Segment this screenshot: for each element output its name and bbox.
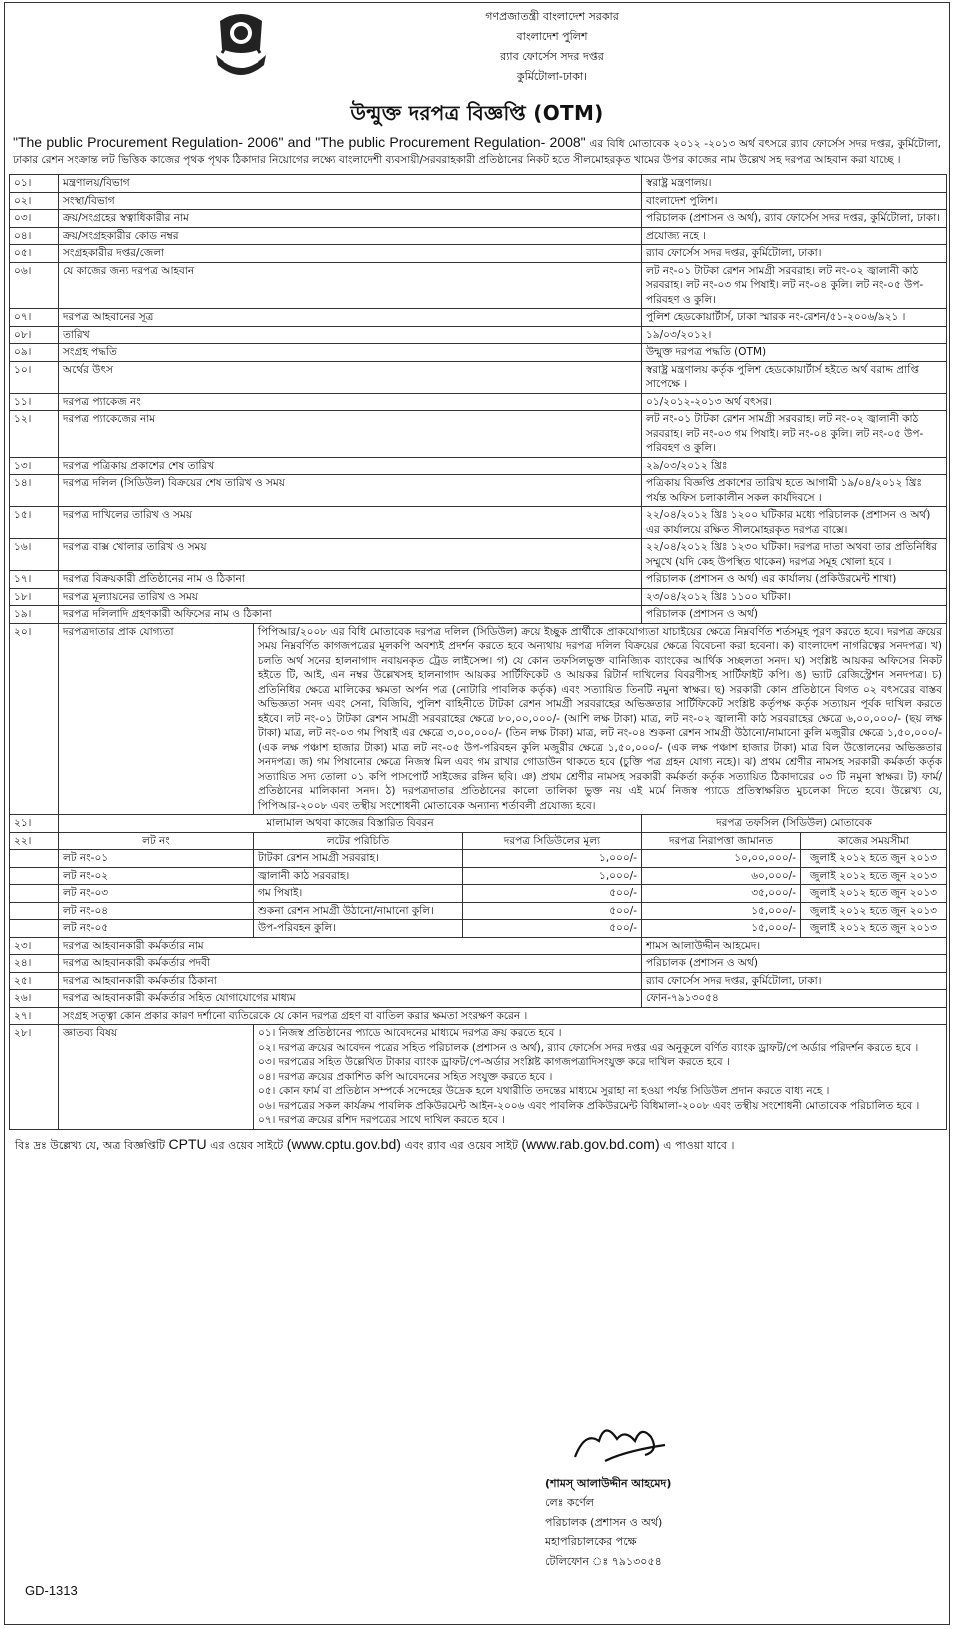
row-label: দরপত্র মূল্যায়নের তারিখ ও সময় — [59, 588, 642, 606]
security-deposit: ১০,০০,০০০/- — [642, 850, 801, 868]
row-value: পুলিশ হেডকোয়ার্টার্স, ঢাকা স্মারক নং-রেশন/৫১-২০০৬/৯২১ । — [642, 309, 947, 327]
note-prefix: বিঃ দ্রঃ উল্লেখ্য যে, অত্র বিজ্ঞপ্তিটি — [15, 1138, 169, 1152]
row-value: ২৩/০৪/২০১২ খ্রিঃ ১১০০ ঘটিকা। — [642, 588, 947, 606]
row-number: ২৪। — [10, 955, 59, 973]
row-label: দরপত্র আহবানকারী কর্মকর্তার সহিত যোগাযোগের মাধ্যম — [59, 990, 642, 1008]
row-number: ১৮। — [10, 588, 59, 606]
row-value: সংগ্রহ সত্ত্বা কোন প্রকার কারণ দর্শানো ব্যতিরেকে যে কোন দরপত্র গ্রহণ বা বাতিল করার ক্ষমতা সংরক্ষণ করেন । — [59, 1007, 947, 1025]
header — [5, 3, 949, 95]
row-label: সংগ্রহ পদ্ধতি — [59, 344, 642, 362]
note-item: ০৩। দরপত্রের সহিত উল্লেখিত টাকার ব্যাংক ড্রাফট/পে-অর্ডার সংশ্লিষ্ট কাগজপত্রাদিসংযুক্ত করে দাখিল করতে হবে । — [258, 1056, 730, 1068]
note-mid2: এবং র‌্যাব এর ওয়েব সাইট — [400, 1138, 522, 1152]
lot-description: উপ-পরিবহন কুলি। — [254, 920, 463, 938]
table-row — [10, 920, 947, 938]
table-row — [10, 571, 947, 589]
row-label: দরপত্র আহবানকারী কর্মকর্তার ঠিকানা — [59, 972, 642, 990]
row-number: ০৭। — [10, 309, 59, 327]
table-row — [10, 815, 947, 833]
work-period: জুলাই ২০১২ হতে জুন ২০১৩ — [801, 920, 947, 938]
table-row — [10, 623, 947, 815]
work-period: জুলাই ২০১২ হতে জুন ২০১৩ — [801, 885, 947, 903]
row-number-blank — [10, 850, 59, 868]
intro-paragraph — [5, 132, 949, 168]
table-row — [10, 850, 947, 868]
row-value: ফোন-৭৯১৩০৫৪ — [642, 990, 947, 1008]
note-item: ০১। নিজস্ব প্রতিষ্ঠানের প্যাডে আবেদনের মাধ্যমে দরপত্র ক্রয় করতে হবে । — [258, 1027, 562, 1039]
row-label: দরপত্র বিক্রয়কারী প্রতিষ্ঠানের নাম ও ঠিকানা — [59, 571, 642, 589]
signatory-rank: লেঃ কর্ণেল — [545, 1496, 594, 1509]
lot-number: লট নং-০১ — [59, 850, 254, 868]
row-label: ক্রয়/সংগ্রহের স্বত্বাধিকারীর নাম — [59, 210, 642, 228]
intro-text: এর বিধি মোতাবেক ২০১২ -২০১৩ অর্থ বৎসরে র‌্যাব ফোর্সেস সদর দপ্তর, কুর্মিটোলা, ঢাকার রেশন সংক্রান্ত লট ভিত্তিক কাজের পৃথক পৃথক ঠিকাদার নিয়োগের লক্ষ্যে বাংলাদেশী ব্যবসায়ী/সরবরাহকারী প্রতিষ্ঠানের নিকট হতে সীলমোহরকৃত খামের উপর কাজের নাম উল্লেখ সহ দরপত্র আহবান করা যাচ্ছে । — [13, 138, 941, 166]
lot-number: লট নং-০২ — [59, 867, 254, 885]
signatory-phone: টেলিফোন ঃ ৭৯১৩০৫৪ — [545, 1554, 662, 1568]
row-value: র‌্যাব ফোর্সেস সদর দপ্তর, কুর্মিটোলা, ঢাকা। — [642, 972, 947, 990]
table-row — [10, 393, 947, 411]
signatory-post: পরিচালক (প্রশাসন ও অর্থ) — [545, 1515, 663, 1529]
schedule-price: ১,০০০/- — [463, 850, 642, 868]
row-value: ২২/০৪/২০১২ খ্রিঃ ১২০০ ঘটিকার মধ্যে পরিচালক (প্রশাসন ও অর্থ) এর কার্যালয়ে রক্ষিত সীলমোহরকৃত দরপত্র বাক্সে। — [642, 507, 947, 539]
row-label: দরপত্র প্যাকেজের নাম — [59, 411, 642, 458]
row-label: সংগ্রহকারীর দপ্তর/জেলা — [59, 245, 642, 263]
lot-description: শুকনা রেশন সামগ্রী উঠানো/নামানো কুলি। — [254, 902, 463, 920]
row-value: পরিচালক (প্রশাসন ও অর্থ), র‌্যাব ফোর্সেস সদর দপ্তর, কুর্মিটোলা, ঢাকা। — [642, 210, 947, 228]
row-number: ২৬। — [10, 990, 59, 1008]
row-value: ০১/২০১২-২০১৩ অর্থ বৎসর। — [642, 393, 947, 411]
row-label: মালামাল অথবা কাজের বিস্তারিত বিবরন — [59, 815, 642, 833]
lot-header: লটের পরিচিতি — [254, 832, 463, 850]
security-deposit: ৩৫,০০০/- — [642, 885, 801, 903]
row-value: র‌্যাব ফোর্সেস সদর দপ্তর, কুর্মিটোলা, ঢাকা। — [642, 245, 947, 263]
row-value: পরিচালক (প্রশাসন ও অর্থ) এর কার্যালয় (প্রকিউরমেন্ট শাখা) — [642, 571, 947, 589]
tender-notice-page — [4, 2, 950, 1625]
table-row — [10, 192, 947, 210]
lot-number: লট নং-০৫ — [59, 920, 254, 938]
security-deposit: ১৫,০০০/- — [642, 920, 801, 938]
details-table — [9, 174, 947, 1130]
gd-number: GD-1313 — [25, 1583, 78, 1598]
header-govt: গণপ্রজাতন্ত্রী বাংলাদেশ সরকার — [485, 10, 619, 23]
row-number: ১৩। — [10, 457, 59, 475]
lot-header: দরপত্র নিরাপত্তা জামানত — [642, 832, 801, 850]
row-label: দরপত্র পত্রিকায় প্রকাশের শেষ তারিখ — [59, 457, 642, 475]
table-row — [10, 210, 947, 228]
row-number-blank — [10, 920, 59, 938]
note-item: ০৫। কোন ফার্ম বা প্রতিষ্ঠান সম্পর্কে সন্দেহের উদ্রেক হলে যথারীতি তদন্তের মাধ্যমে সুরাহা না হওয়া পর্যন্ত সিডিউল প্রদান করতে বাধ্য নহে । — [258, 1085, 830, 1097]
table-row — [10, 972, 947, 990]
row-number: ২৭। — [10, 1007, 59, 1025]
row-label: সংস্থা/বিভাগ — [59, 192, 642, 210]
table-row — [10, 902, 947, 920]
note-suffix: এ পাওয়া যাবে । — [659, 1138, 735, 1152]
lot-header: লট নং — [59, 832, 254, 850]
note-item: ০২। দরপত্র ক্রয়ের আবেদন পত্রের সহিত পরিচালক (প্রশাসন ও অর্থ), র‌্যাব ফোর্সেস সদর দপ্তর এর অনুকূলে বর্ণিত ব্যাংক ড্রাফট/পে অর্ডার পরিদর্শন করতে হবে । — [258, 1041, 919, 1054]
row-number: ২৩। — [10, 937, 59, 955]
row-label: দরপত্র দাখিলের তারিখ ও সময় — [59, 507, 642, 539]
table-row — [10, 245, 947, 263]
header-police: বাংলাদেশ পুলিশ — [516, 30, 588, 43]
row-number: ০৬। — [10, 262, 59, 309]
row-number: ১২। — [10, 411, 59, 458]
row-number: ০৪। — [10, 227, 59, 245]
row-value: স্বরাষ্ট্র মন্ত্রণালয়। — [642, 175, 947, 193]
row-label: দরপত্র প্যাকেজ নং — [59, 393, 642, 411]
row-value: পত্রিকায় বিজ্ঞপ্তি প্রকাশের তারিখ হতে আগামী ১৯/০৪/২০১২ খ্রিঃ পর্যন্ত অফিস চলাকালীন সকল কার্যদিবসে । — [642, 475, 947, 507]
row-number: ১১। — [10, 393, 59, 411]
table-row — [10, 867, 947, 885]
notes-list — [254, 1025, 947, 1130]
row-value: লট নং-০১ টাটকা রেশন সামগ্রী সরবরাহ। লট নং-০২ জ্বালানী কাঠ সরবরাহ। লট নং-০৩ গম পিষাই। লট নং-০৪ কুলি। লট নং-০৫ উপ-পরিবহণ ও কুলি। — [642, 411, 947, 458]
row-label: দরপত্র দলিল (সিডিউল) বিক্রয়ের শেষ তারিখ ও সময় — [59, 475, 642, 507]
note-mid1: এর ওয়েব সাইটে — [206, 1138, 287, 1152]
row-number: ২২। — [10, 832, 59, 850]
table-row — [10, 457, 947, 475]
row-number: ১৪। — [10, 475, 59, 507]
row-value: প্রযোজ্য নহে । — [642, 227, 947, 245]
table-row — [10, 885, 947, 903]
row-number-blank — [10, 885, 59, 903]
table-row — [10, 344, 947, 362]
note-cptu: CPTU — [168, 1135, 207, 1152]
table-row — [10, 937, 947, 955]
row-number-blank — [10, 902, 59, 920]
schedule-price: ৫০০/- — [463, 902, 642, 920]
lot-header: কাজের সময়সীমা — [801, 832, 947, 850]
signatory-name: (শামস্ আলাউদ্দীন আহমেদ) — [545, 1476, 672, 1490]
signature-icon — [565, 1411, 685, 1467]
row-number: ১৭। — [10, 571, 59, 589]
row-value: স্বরাষ্ট্র মন্ত্রণালয় কর্তৃক পুলিশ হেডকোয়ার্টার্স হইতে অর্থ বরাদ্দ প্রাপ্তি সাপেক্ষে । — [642, 361, 947, 393]
table-row — [10, 1025, 947, 1130]
row-value: পরিচালক (প্রশাসন ও অর্থ) — [642, 606, 947, 624]
row-value: উন্মুক্ত দরপত্র পদ্ধতি (OTM) — [642, 344, 947, 362]
table-row — [10, 475, 947, 507]
schedule-price: ১,০০০/- — [463, 867, 642, 885]
row-label: ক্রয়/সংগ্রহকারীর কোড নম্বর — [59, 227, 642, 245]
row-label: দরপত্র আহবানকারী কর্মকর্তার নাম — [59, 937, 642, 955]
table-row — [10, 507, 947, 539]
row-number: ২৮। — [10, 1025, 59, 1130]
note-item: ০৪। দরপত্র ক্রয়ের প্রকাশিত কপি আবেদনের সহিত সংযুক্ত করতে হবে । — [258, 1070, 553, 1083]
lot-number: লট নং-০৩ — [59, 885, 254, 903]
table-row — [10, 832, 947, 850]
row-number: ১৯। — [10, 606, 59, 624]
row-value: ১৯/০৩/২০১২। — [642, 326, 947, 344]
table-row — [10, 588, 947, 606]
table-row — [10, 411, 947, 458]
note-item: ০৬। দরপত্রের সকল কার্যক্রম পাবলিক প্রকিউরমেন্ট আইন-২০০৬ এবং পাবলিক প্রকিউরমেন্ট বিধিমালা-২০০৮ এবং তস্থীয় সংশোধনী মোতাবেক পরিচালিত হবে । — [258, 1099, 920, 1112]
header-location: কুর্মিটোলা-ঢাকা। — [516, 70, 588, 83]
table-row — [10, 309, 947, 327]
cptu-link[interactable]: (www.cptu.gov.bd) — [286, 1135, 401, 1152]
row-label: অর্থের উৎস — [59, 361, 642, 393]
security-deposit: ১৫,০০০/- — [642, 902, 801, 920]
header-rab: র‌্যাব ফোর্সেস সদর দপ্তর — [500, 50, 604, 63]
row-value: বাংলাদেশ পুলিশ। — [642, 192, 947, 210]
row-number: ০২। — [10, 192, 59, 210]
work-period: জুলাই ২০১২ হতে জুন ২০১৩ — [801, 867, 947, 885]
row-value: ২২/০৪/২০১২ খ্রিঃ ১২৩০ ঘটিকা। দরপত্র দাতা অথবা তার প্রতিনিধির সম্মুখে (যদি কেহ উপস্থিত থাকেন) দরপত্র সমূহ খোলা হবে । — [642, 539, 947, 571]
row-number-blank — [10, 867, 59, 885]
table-row — [10, 175, 947, 193]
row-number: ২০। — [10, 623, 59, 815]
security-deposit: ৬০,০০০/- — [642, 867, 801, 885]
row-value: ২৯/০৩/২০১২ খ্রিঃ — [642, 457, 947, 475]
table-row — [10, 361, 947, 393]
lot-number: লট নং-০৪ — [59, 902, 254, 920]
notice-title: উন্মুক্ত দরপত্র বিজ্ঞপ্তি (OTM) — [350, 101, 604, 125]
row-label: তারিখ — [59, 326, 642, 344]
website-note — [5, 1130, 949, 1162]
row-label: দরপত্র আহবানের সূত্র — [59, 309, 642, 327]
lot-description: জ্বালানী কাঠ সরবরাহ। — [254, 867, 463, 885]
row-value: শামস আলাউদ্দীন আহমেদ। — [642, 937, 947, 955]
row-label: দরপত্র বাক্স খোলার তারিখ ও সময় — [59, 539, 642, 571]
row-number: ১৬। — [10, 539, 59, 571]
row-label: দরপত্র আহবানকারী কর্মকর্তার পদবী — [59, 955, 642, 973]
table-row — [10, 606, 947, 624]
row-value: লট নং-০১ টাটকা রেশন সামগ্রী সরবরাহ। লট নং-০২ জ্বালানী কাঠ সরবরাহ। লট নং-০৩ গম পিষাই। লট নং-০৪ কুলি। লট নং-০৫ উপ-পরিবহণ ও কুলি। — [642, 262, 947, 309]
table-row — [10, 955, 947, 973]
row-number: ০৫। — [10, 245, 59, 263]
table-row — [10, 227, 947, 245]
prequalification-text: পিপিআর/২০০৮ এর বিধি মোতাবেক দরপত্র দলিল (সিডিউল) ক্রয়ে ইচ্ছুক প্রার্থীকে প্রাকযোগ্যতা যাচাইয়ের ক্ষেত্রে নিম্নবর্ণিত শর্তসমূহ পূরণ করতে হবে। দরপত্র ক্রয়ের সময় নিম্নবর্ণিত কাগজপত্রের মূলকপি অবশ্যই প্রদর্শন করতে হবে অন্যথায় দরপত্র দলিল বিক্রয়ের ক্ষেত্রে বিবেচনা করা হবেনা। ক) বাংলাদেশ নাগরিত্বের সনদপত্র। খ) চলতি অর্থ সনের হালনাগাদ নবায়নকৃত ট্রেড লাইসেন্স। গ) যে কোন তফসিলভুক্ত বানিজ্যিক ব্যাংকের আর্থিক সচ্ছলতা সনদ। ঘ) সংশ্লিষ্ট আয়কর অফিসের নিকট হইতে টি, আই, এন নম্বর উল্লেখসহ হালনাগাদ আয়কর সার্টিফিকেট ও আয়কর রিটার্ন দাখিলের বিবরণীসহ সার্টিফাইট কপি। ঙ) ভ্যাট রেজিস্ট্রেশন সনদপত্র। চ) প্রতিনিধির ক্ষেত্রে মালিকের ক্ষমতা অর্পন পত্র (নোটারি পাবলিক কর্তৃক) এবং সত্যায়িত তিনটি নমুনা স্বাক্ষর। ছ) সরকারী কোন প্রতিষ্ঠানে বিগত ০২ বৎসরের বাস্তব অভিজ্ঞতা সনদ এবং সেনা, বিজিবি, পুলিশ বাহিনীতে টাটকা রেশন সামগ্রী সরবরাহের অভিজ্ঞতার সার্টিফিকেট সংশ্লিষ্ট কর্তৃপক্ষ কর্তৃক সত্যায়ন পূর্বক দাখিল করতে হইবে। লট নং-০১ টাটকা রেশন সামগ্রী সরবরাহের ক্ষেত্রে ৮০,০০,০০০/- (আশি লক্ষ টাকা) মাত্র, লট নং-০২ জ্বালানী কাঠ সরবরাহের ক্ষেত্রে ৬,০০,০০০/- (ছয় লক্ষ টাকা) মাত্র, লট নং-০৩ গম পিষাই এর ক্ষেত্রে ৩,০০,০০০/- (তিন লক্ষ টাকা) মাত্র, লট নং-০৪ শুকনা রেশন সামগ্রী উঠানো/নামানো কুলি মজুরীর ক্ষেত্রে ১,৫০,০০০/- (এক লক্ষ পঞ্চাশ হাজার টাকা) মাত্র লট নং-০৫ উপ-পরিবহন কুলি মজুরীর ক্ষেত্রে ১,৫০,০০০/- (এক লক্ষ পঞ্চাশ হাজার টাকা) মাত্র বিল উত্তোলনের অভিজ্ঞতার সনদপত্র। জ) গম পিষানোর ক্ষেত্রে নিজস্ব মিল এবং গম রাখার গোডাউন থাকতে হবে (চুক্তি পত্র গ্রহন যোগ্য নহে)। ঝ) প্রথম শ্রেণীর নামসহ সরকারী কর্মকর্তা কর্তৃক সত্যায়িত সদ্য তোলা ০১ কপি পাসপোর্ট সাইজের রঙ্গিন ছবি। ঞ) প্রথম শ্রেণীর নামসহ সরকারী কর্মকর্তা কর্তৃক সত্যায়িত ঠিকাদারের ০৩ টি নমুনা স্বাক্ষর। ট) ফার্ম/প্রতিষ্ঠানের মালিকানা সনদ। ঠ) দরপত্রদাতার প্রতিষ্ঠানের কালো তালিকা ভুক্ত নয় এই মর্মে নিজস্ব প্যাডে প্রতিস্বাক্ষরিত মুচলেকা দিতে হবে। উল্লেখ্য যে, পিপিআর-২০০৮ এবং তস্থীয় সংশোধনী মোতাবেক অন্যান্য শর্তাবলী প্রযোজ্য হবে। — [254, 623, 947, 815]
lot-description: গম পিষাই। — [254, 885, 463, 903]
rab-link[interactable]: (www.rab.gov.bd.com) — [521, 1135, 660, 1152]
row-label: দরপত্রদাতার প্রাক যোগ্যতা — [59, 623, 254, 815]
schedule-price: ৫০০/- — [463, 920, 642, 938]
row-number: ০৯। — [10, 344, 59, 362]
table-row — [10, 326, 947, 344]
table-row — [10, 990, 947, 1008]
row-number: ২৫। — [10, 972, 59, 990]
lot-header: দরপত্র সিডিউলের মূল্য — [463, 832, 642, 850]
row-number: ২১। — [10, 815, 59, 833]
signature-block — [545, 1411, 805, 1571]
lot-description: টাটকা রেশন সামগ্রী সরবরাহ। — [254, 850, 463, 868]
schedule-price: ৫০০/- — [463, 885, 642, 903]
row-label: দরপত্র দলিলাদি গ্রহণকারী অফিসের নাম ও ঠিকানা — [59, 606, 642, 624]
note-item: ০৭। দরপত্র ক্রয়ের রশিদ দরপত্রের সাথে দাখিল করতে হবে । — [258, 1114, 506, 1126]
row-label: জ্ঞাতব্য বিষয় — [59, 1025, 254, 1130]
row-value: দরপত্র তফসিল (সিডিউল) মোতাবেক — [642, 815, 947, 833]
row-number: ১৫। — [10, 507, 59, 539]
work-period: জুলাই ২০১২ হতে জুন ২০১৩ — [801, 850, 947, 868]
row-number: ১০। — [10, 361, 59, 393]
row-label: মন্ত্রণালয়/বিভাগ — [59, 175, 642, 193]
table-row — [10, 539, 947, 571]
work-period: জুলাই ২০১২ হতে জুন ২০১৩ — [801, 902, 947, 920]
signatory-for: মহাপরিচালকের পক্ষে — [545, 1535, 637, 1548]
row-number: ০৩। — [10, 210, 59, 228]
row-value: পরিচালক (প্রশাসন ও অর্থ) — [642, 955, 947, 973]
table-row — [10, 262, 947, 309]
intro-regulation: "The public Procurement Regulation- 2006" and "The public Procurement Regulation- 2008" — [13, 134, 586, 150]
row-number: ০১। — [10, 175, 59, 193]
row-label: যে কাজের জন্য দরপত্র আহবান — [59, 262, 642, 309]
table-row — [10, 1007, 947, 1025]
row-number: ০৮। — [10, 326, 59, 344]
